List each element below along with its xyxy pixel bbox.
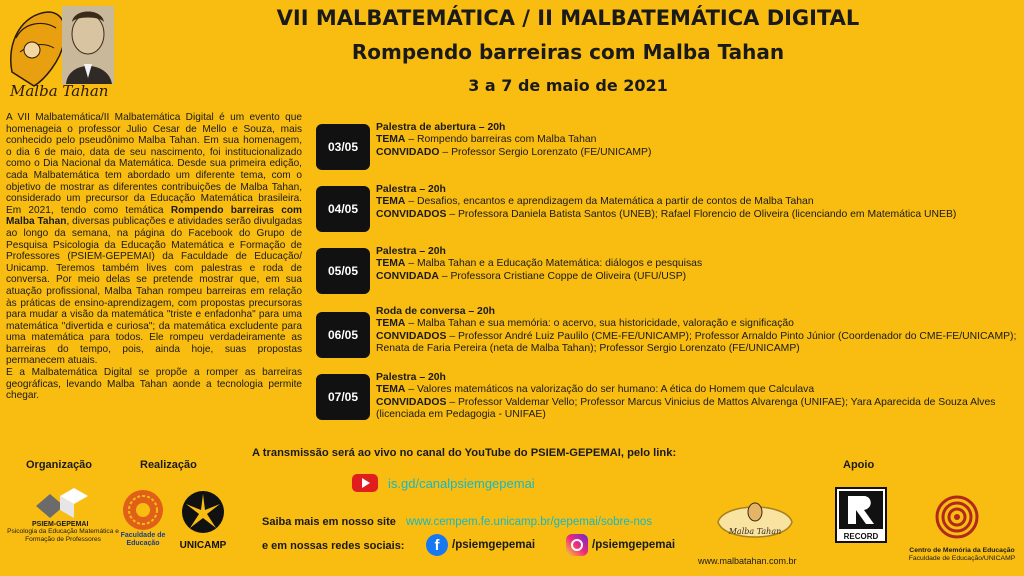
broadcast-notice: A transmissão será ao vivo no canal do YouTube do PSIEM-GEPEMAI, pelo link: bbox=[252, 447, 677, 459]
tema-label: TEMA bbox=[376, 134, 406, 146]
record-logo bbox=[834, 486, 888, 544]
youtube-icon[interactable] bbox=[352, 474, 378, 492]
session-type: Palestra de abertura – 20h bbox=[376, 122, 506, 133]
psiem-description: Psicologia da Educação Matemática e Formação de Professores bbox=[7, 528, 119, 543]
youtube-link[interactable]: is.gd/canalpsiemgepemai bbox=[388, 476, 535, 491]
event-title: VII MALBATEMÁTICA / II MALBATEMÁTICA DIGITAL bbox=[276, 6, 860, 30]
tema-text: – Valores matemáticos na valorização do ser humano: A ética do Homem que Calculava bbox=[405, 384, 815, 396]
more-info-label: Saiba mais em nosso site bbox=[262, 516, 396, 528]
portrait-caption: Malba Tahan bbox=[10, 82, 109, 100]
guest-label: CONVIDADOS bbox=[376, 208, 447, 220]
session-type: Palestra – 20h bbox=[376, 246, 446, 257]
apoio-label: Apoio bbox=[843, 459, 875, 471]
unicamp-logo-text: UNICAMP bbox=[179, 540, 227, 550]
date-badge: 06/05 bbox=[316, 312, 370, 358]
guest-label: CONVIDADOS bbox=[376, 330, 447, 342]
event-subtitle: Rompendo barreiras com Malba Tahan bbox=[351, 40, 785, 64]
facebook-icon[interactable]: f bbox=[426, 534, 448, 556]
date-badge: 05/05 bbox=[316, 248, 370, 294]
intro-theme: Rompendo barreiras com Malba Tahan bbox=[6, 204, 303, 228]
cme-subtitle: Faculdade de Educação/UNICAMP bbox=[908, 555, 1016, 562]
cme-caption bbox=[902, 547, 1022, 563]
psiem-logo-text: PSIEM-GEPEMAI bbox=[32, 521, 89, 528]
facebook-handle[interactable]: /psiemgepemai bbox=[452, 539, 536, 551]
website-link[interactable]: www.cempem.fe.unicamp.br/gepemai/sobre-nos bbox=[406, 516, 653, 528]
intro-paragraph-2: E a Malbatemática Digital se propõe a romper as barreiras geográficas, levando Malba Tahan aonde a tecnologia permite chegar. bbox=[6, 367, 302, 402]
tema-text: – Malba Tahan e sua memória: o acervo, sua historicidade, valoração e significação bbox=[405, 318, 794, 330]
schedule-details bbox=[376, 306, 1020, 356]
session-type: Palestra – 20h bbox=[376, 372, 446, 383]
event-dates: 3 a 7 de maio de 2021 bbox=[468, 76, 668, 95]
malba-tahan-url[interactable]: www.malbatahan.com.br bbox=[698, 556, 797, 566]
tema-label: TEMA bbox=[376, 258, 406, 270]
date-badge: 07/05 bbox=[316, 374, 370, 420]
psiem-logo bbox=[30, 488, 94, 528]
social-label: e em nossas redes sociais: bbox=[262, 540, 405, 552]
instagram-icon[interactable] bbox=[566, 534, 588, 556]
cme-spiral-logo bbox=[934, 494, 980, 540]
realizacao-label: Realização bbox=[140, 459, 197, 471]
session-type: Roda de conversa – 20h bbox=[376, 306, 495, 317]
tema-text: – Rompendo barreiras com Malba Tahan bbox=[405, 134, 597, 146]
date-badge: 04/05 bbox=[316, 186, 370, 232]
fe-logo-text-2: Educação bbox=[126, 540, 160, 546]
guest-text: – Professora Daniela Batista Santos (UNEB); Rafael Florencio de Oliveira (licenciando em Matemática UNEB) bbox=[446, 208, 957, 220]
guest-label: CONVIDADOS bbox=[376, 396, 447, 408]
faculdade-educacao-logo bbox=[118, 488, 168, 546]
tema-label: TEMA bbox=[376, 318, 406, 330]
guest-text: – Professor André Luiz Paulilo (CME-FE/UNICAMP); Professor Arnaldo Pinto Júnior (Coordenador do CME-FE/UNICAMP); Renata de Faria Pereira (neta de Malba Tahan); Professor Sergio Lorenzato (FE/UNICAMP) bbox=[376, 330, 1017, 355]
schedule-details bbox=[376, 246, 1020, 283]
schedule-details bbox=[376, 372, 1020, 422]
tema-label: TEMA bbox=[376, 384, 406, 396]
fe-logo-text-1: Faculdade de bbox=[120, 532, 166, 539]
malba-tahan-logo bbox=[714, 492, 796, 546]
intro-text bbox=[6, 112, 302, 402]
guest-text: – Professor Valdemar Vello; Professor Marcus Vinicius de Mattos Alvarenga (UNIFAE); Yara Aparecida de Souza Alves (licenciada em Pedagogia - UNIFAE) bbox=[376, 396, 996, 421]
cme-title: Centro de Memória da Educação bbox=[909, 547, 1015, 554]
guest-label: CONVIDADO bbox=[376, 146, 440, 158]
guest-text: – Professora Cristiane Coppe de Oliveira (UFU/USP) bbox=[438, 270, 687, 282]
date-badge: 03/05 bbox=[316, 124, 370, 170]
malba-logo-text: Malba Tahan bbox=[728, 527, 782, 536]
intro-paragraph-1: A VII Malbatemática/II Malbatemática Digital é um evento que homenageia o professor Julio Cesar de Mello e Souza, mais conhecido pelo pseudônimo Malba Tahan. Em sua homenagem, o dia 6 de maio, data de seu nascimento, foi institucionalizado como o Dia Nacional da Matemática. Desde sua primeira edição, cada Malbatemática tem abordado um diferente tema, com o objetivo de mostrar as diferentes contribuições de Malba Tahan, considerado um precursor da Educação Matemática brasileira. Em 2021, tendo como temática Rompendo barreiras com Malba Tahan, diversas publicações e atividades serão divulgadas ao longo da semana, na página do Facebook do Grupo de Pesquisa Psicologia da Educação Matemática e Formação de Professores (PSIEM-GEPEMAI) da Faculdade de Educação/ Unicamp. Teremos também lives com palestras e roda de conversa. Por meio delas se pretende mostrar que, em sua atuação profissional, Malba Tahan rompeu barreiras em relação às práticas de ensino-aprendizagem, com propostas precursoras para mudar a visão da matemática "triste e enfadonha" para uma matemática "divertida e curiosa"; da matemática excludente para uma matemática para todos. Ele rompeu verdadeiramente as barreiras do tempo, pois, ainda hoje, suas propostas permanecem atuais. bbox=[6, 112, 303, 367]
guest-label: CONVIDADA bbox=[376, 270, 439, 282]
tema-text: – Desafios, encantos e aprendizagem da Matemática a partir de contos de Malba Tahan bbox=[405, 196, 814, 208]
record-logo-text: RECORD bbox=[843, 532, 879, 541]
schedule-details bbox=[376, 122, 1020, 159]
tema-label: TEMA bbox=[376, 196, 406, 208]
tema-text: – Malba Tahan e a Educação Matemática: diálogos e pesquisas bbox=[405, 258, 703, 270]
unicamp-logo bbox=[172, 488, 234, 550]
instagram-handle[interactable]: /psiemgepemai bbox=[592, 539, 676, 551]
guest-text: – Professor Sergio Lorenzato (FE/UNICAMP) bbox=[439, 146, 652, 158]
schedule-details bbox=[376, 184, 1020, 221]
session-type: Palestra – 20h bbox=[376, 184, 446, 195]
organizacao-label: Organização bbox=[26, 459, 93, 471]
